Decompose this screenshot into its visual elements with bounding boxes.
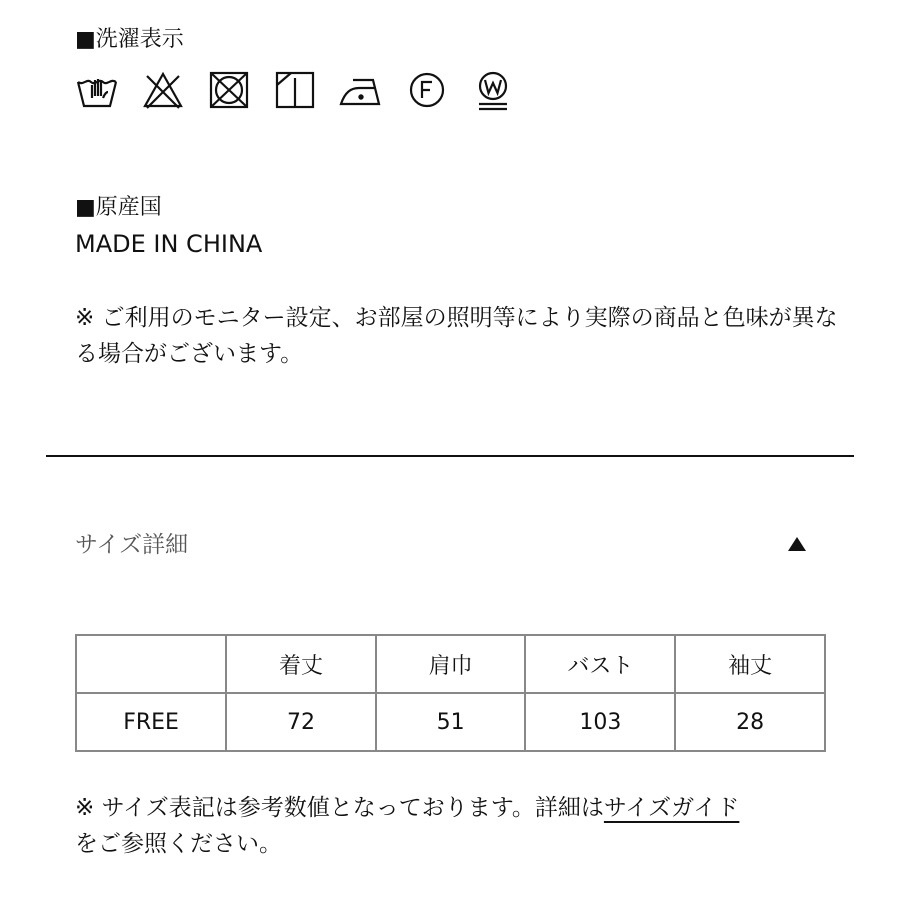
table-header-cell: 着丈 [226, 635, 376, 693]
table-cell: 51 [376, 693, 526, 751]
size-guide-link[interactable]: サイズガイド [603, 795, 740, 821]
table-row [76, 693, 825, 751]
size-table [75, 634, 826, 752]
no-tumble-dry-icon [207, 68, 251, 112]
table-header-cell [76, 635, 226, 693]
low-iron-icon [339, 68, 383, 112]
line-dry-shade-icon [273, 68, 317, 112]
dry-clean-f-icon [405, 68, 449, 112]
origin-value: MADE IN CHINA [75, 230, 263, 258]
origin-heading: ■原産国 [75, 195, 162, 220]
size-note [75, 790, 865, 862]
wet-clean-w-icon [471, 68, 515, 112]
table-header-cell: 袖丈 [675, 635, 825, 693]
triangle-up-icon[interactable] [785, 532, 809, 556]
table-cell: FREE [76, 693, 226, 751]
no-bleach-icon [141, 68, 185, 112]
care-heading: ■洗濯表示 [75, 27, 184, 52]
table-cell: 103 [525, 693, 675, 751]
size-note-suffix: をご参照ください。 [75, 831, 282, 857]
section-divider [46, 455, 854, 457]
color-notice-text: ※ ご利用のモニター設定、お部屋の照明等により実際の商品と色味が異なる場合がございます。 [75, 305, 838, 367]
table-header-cell: 肩巾 [376, 635, 526, 693]
size-note-prefix: ※ サイズ表記は参考数値となっております。詳細は [75, 795, 604, 821]
table-cell: 28 [675, 693, 825, 751]
care-icons [75, 68, 537, 112]
table-header-row [76, 635, 825, 693]
table-header-cell: バスト [525, 635, 675, 693]
table-cell: 72 [226, 693, 376, 751]
size-details-title[interactable]: サイズ詳細 [75, 532, 189, 558]
hand-wash-icon [75, 68, 119, 112]
